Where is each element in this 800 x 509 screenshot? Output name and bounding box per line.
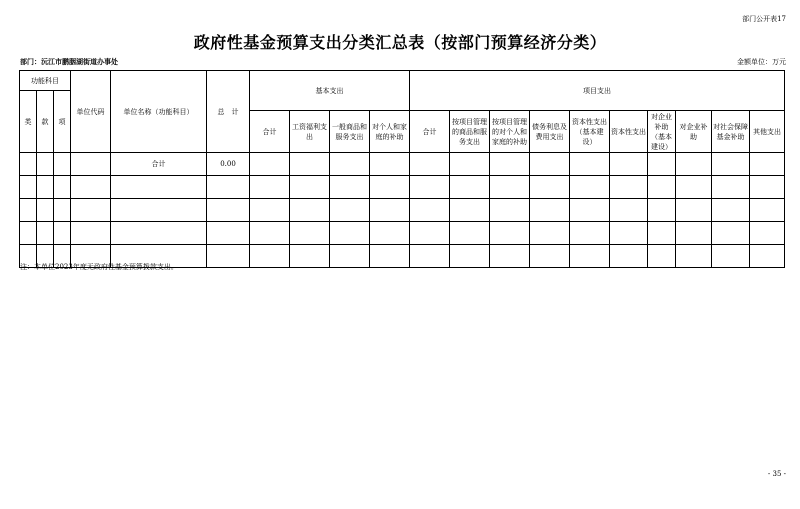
header-basic-col: 一般商品和服务支出 [330, 111, 370, 153]
amount-unit-label: 金额单位：万元 [737, 58, 786, 66]
header-basic-col: 对个人和家庭的补助 [370, 111, 410, 153]
header-basic-col: 工资福利支出 [290, 111, 330, 153]
header-project-col: 对企业补助（基本建设） [648, 111, 676, 153]
header-project-col: 其他支出 [750, 111, 785, 153]
header-row-1 [20, 71, 785, 91]
header-basic-col: 合计 [250, 111, 290, 153]
header-unit-code: 单位代码 [71, 71, 111, 153]
footnote: 注：本单位2023年度无政府性基金预算拨款支出。 [20, 263, 178, 271]
header-project-col: 按项目管理的商品和服务支出 [450, 111, 490, 153]
table-row [20, 176, 785, 199]
header-basic: 基本支出 [250, 71, 410, 111]
page-title: 政府性基金预算支出分类汇总表（按部门预算经济分类） [193, 33, 607, 52]
table-row [20, 222, 785, 245]
header-project-col: 对社会保障基金补助 [712, 111, 750, 153]
header-project-col: 对企业补助 [676, 111, 712, 153]
header-project-col: 债务利息及费用支出 [530, 111, 570, 153]
header-xiang: 项 [54, 91, 71, 153]
header-project-col: 资本性支出 [610, 111, 648, 153]
header-total: 总 计 [207, 71, 250, 153]
header-lei: 类 [20, 91, 37, 153]
header-func-subject: 功能科目 [20, 71, 71, 91]
total-row-value: 0.00 [207, 153, 250, 176]
table-number-label: 部门公开表17 [742, 15, 786, 23]
header-unit-name: 单位名称（功能科目） [111, 71, 207, 153]
page-number: - 35 - [767, 470, 786, 478]
table-row-total [20, 153, 785, 176]
header-project-col: 按项目管理的对个人和家庭的补助 [490, 111, 530, 153]
header-project: 项目支出 [410, 71, 785, 111]
header-kuan: 款 [37, 91, 54, 153]
budget-table [19, 70, 785, 268]
header-project-col: 资本性支出（基本建设） [570, 111, 610, 153]
table-row [20, 199, 785, 222]
department-label: 部门：沅江市鹏胭湖街道办事处 [20, 57, 118, 66]
header-project-col: 合计 [410, 111, 450, 153]
total-row-name: 合计 [111, 153, 207, 176]
